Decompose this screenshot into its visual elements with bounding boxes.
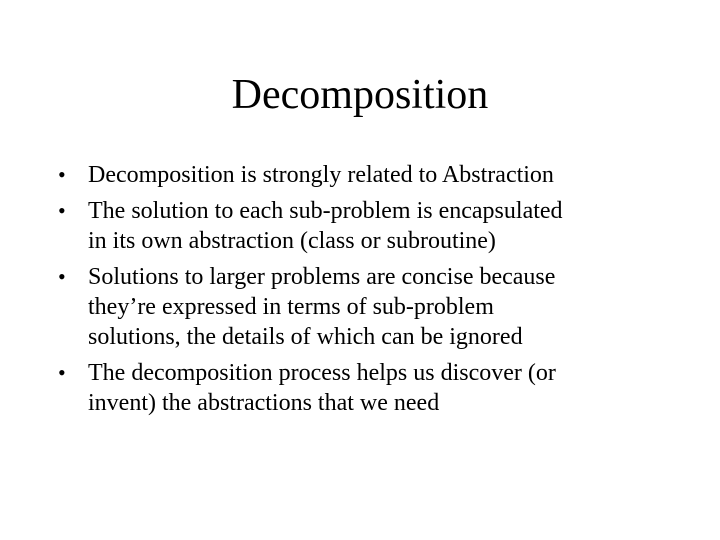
bullet-item [58,196,678,256]
bullet-item [58,160,678,190]
bullet-marker: • [58,360,66,385]
bullet-marker: • [58,198,66,223]
bullet-marker: • [58,264,66,289]
bullet-list [58,160,678,424]
bullet-marker: • [58,162,66,187]
bullet-text: The solution to each sub-problem is encapsulated in its own abstraction (class or subroutine) [88,198,563,254]
bullet-text: The decomposition process helps us discover (or invent) the abstractions that we need [88,360,556,416]
bullet-text: Solutions to larger problems are concise because they’re expressed in terms of sub-problem solutions, the details of which can be ignored [88,264,556,350]
slide-title: Decomposition [231,72,489,118]
bullet-text: Decomposition is strongly related to Abstraction [88,162,554,188]
bullet-item [58,262,678,352]
bullet-item [58,358,678,418]
